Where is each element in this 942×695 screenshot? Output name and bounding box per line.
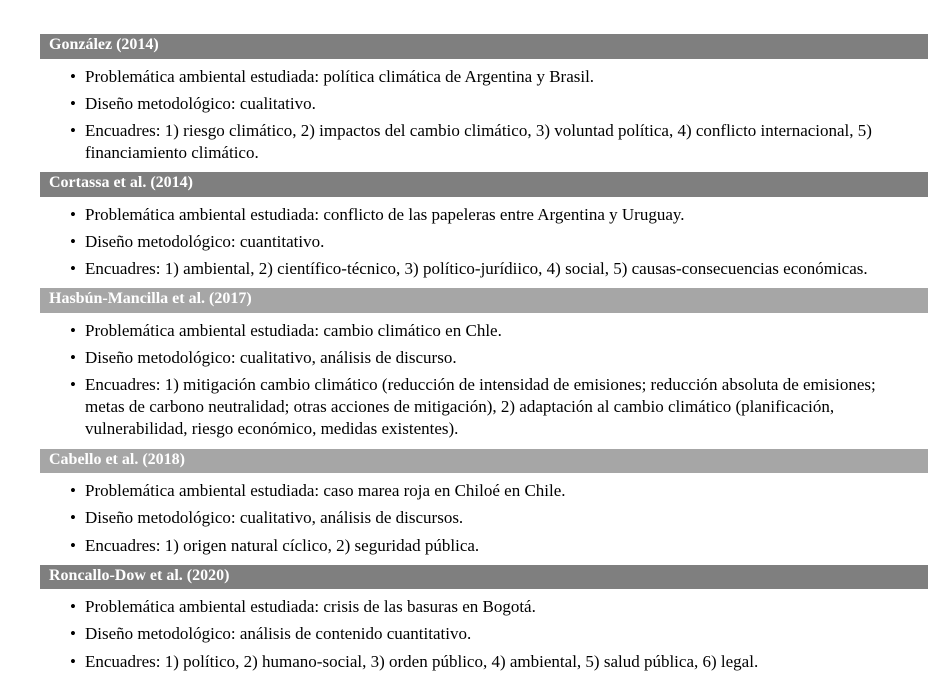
bullet-item: • Problemática ambiental estudiada: cambio climático en Chle. (70, 320, 915, 342)
section-header: González (2014) (40, 34, 928, 59)
study-section-roncallo-dow (40, 565, 928, 673)
section-header: Hasbún-Mancilla et al. (2017) (40, 288, 928, 313)
bullet-item: • Diseño metodológico: cualitativo, análisis de discurso. (70, 347, 915, 369)
bullet-item: • Problemática ambiental estudiada: conflicto de las papeleras entre Argentina y Uruguay. (70, 204, 915, 226)
bullet-item: • Diseño metodológico: cuantitativo. (70, 231, 915, 253)
bullet-list (40, 480, 928, 556)
bullet-item: • Problemática ambiental estudiada: caso marea roja en Chiloé en Chile. (70, 480, 915, 502)
bullet-list (40, 320, 928, 440)
study-section-cortassa (40, 172, 928, 280)
bullet-item: • Encuadres: 1) ambiental, 2) científico-técnico, 3) político-jurídiico, 4) social, 5) causas-consecuencias económicas. (70, 258, 915, 280)
study-section-hasbun-mancilla (40, 288, 928, 440)
bullet-item: • Problemática ambiental estudiada: crisis de las basuras en Bogotá. (70, 596, 915, 618)
section-header: Roncallo-Dow et al. (2020) (40, 565, 928, 590)
bullet-list (40, 204, 928, 280)
bullet-item: • Problemática ambiental estudiada: política climática de Argentina y Brasil. (70, 66, 915, 88)
bullet-list (40, 66, 928, 164)
bullet-item: • Diseño metodológico: cualitativo. (70, 93, 915, 115)
bullet-item: • Encuadres: 1) mitigación cambio climático (reducción de intensidad de emisiones; reducción absoluta de emisiones; metas de carbono neutralidad; otras acciones de mitigación), 2) adaptación al cambio climático (planificación, vulnerabilidad, riesgo económico, medidas existentes). (70, 374, 915, 440)
section-header: Cortassa et al. (2014) (40, 172, 928, 197)
bullet-item: • Encuadres: 1) político, 2) humano-social, 3) orden público, 4) ambiental, 5) salud pública, 6) legal. (70, 651, 915, 673)
study-section-gonzalez (40, 34, 928, 164)
bullet-item: • Encuadres: 1) riesgo climático, 2) impactos del cambio climático, 3) voluntad política, 4) conflicto internacional, 5) financiamiento climático. (70, 120, 915, 164)
bullet-item: • Encuadres: 1) origen natural cíclico, 2) seguridad pública. (70, 535, 915, 557)
bullet-list (40, 596, 928, 672)
section-header: Cabello et al. (2018) (40, 449, 928, 474)
bullet-item: • Diseño metodológico: cualitativo, análisis de discursos. (70, 507, 915, 529)
bullet-item: • Diseño metodológico: análisis de contenido cuantitativo. (70, 623, 915, 645)
study-section-cabello (40, 449, 928, 557)
